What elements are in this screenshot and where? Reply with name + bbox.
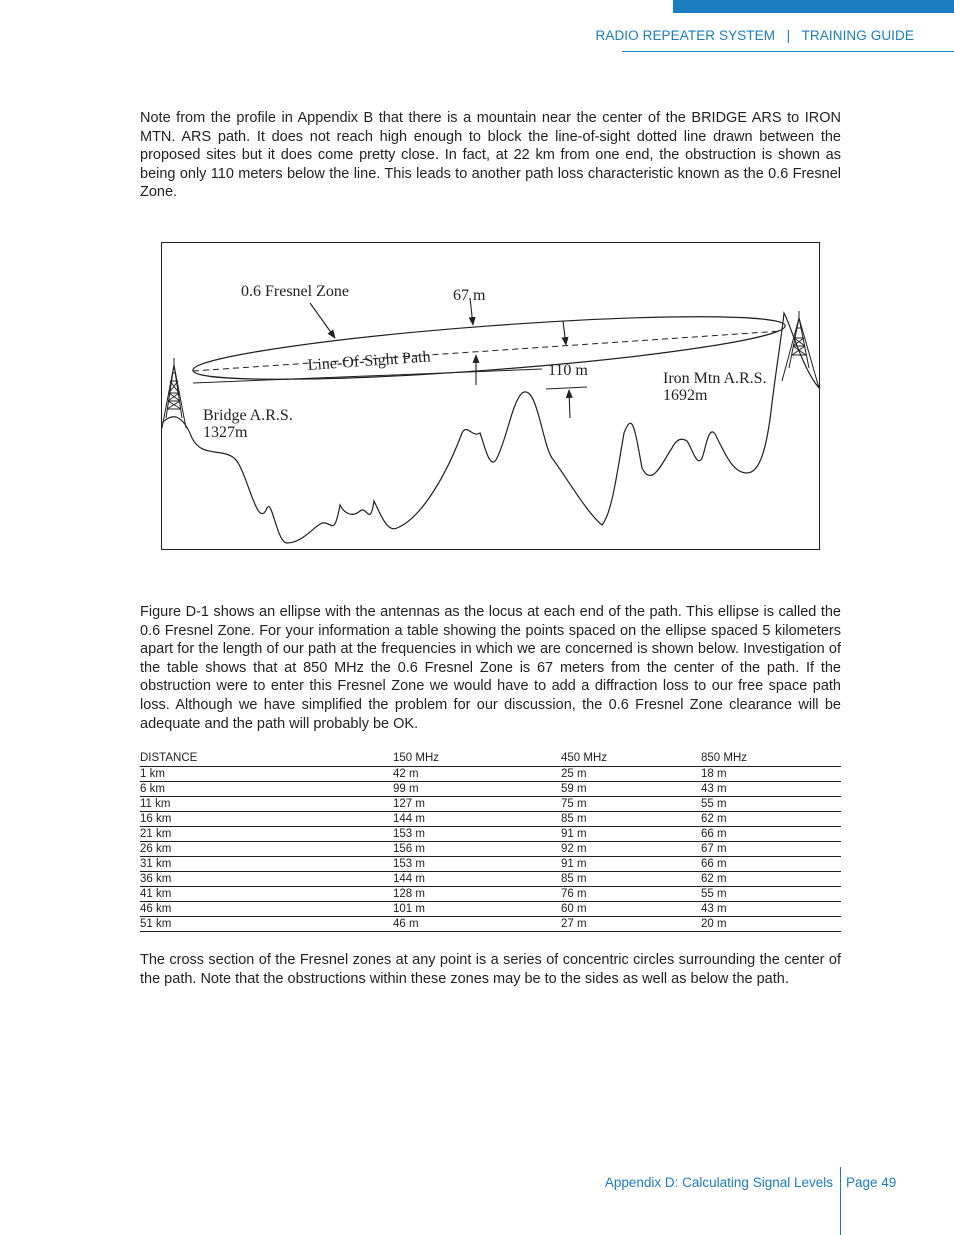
table-cell: 66 m bbox=[701, 857, 841, 872]
table-cell: 144 m bbox=[393, 812, 561, 827]
header-rule bbox=[622, 51, 954, 52]
intro-paragraph: Note from the profile in Appendix B that there is a mountain near the center of the BRIDGE ARS to IRON MTN. ARS path. It does not reach high enough to block the line-of-sight dotted line drawn between the proposed sites but it does come pretty close. In fact, at 22 km from one end, the obstruction is shown as being only 110 meters below the line. This leads to another path loss characteristic known as the 0.6 Fresnel Zone. bbox=[140, 110, 841, 201]
iron-mtn-elevation: 1692m bbox=[663, 387, 708, 404]
table-cell: 31 km bbox=[140, 857, 393, 872]
table-cell: 76 m bbox=[561, 887, 701, 902]
table-cell: 25 m bbox=[561, 767, 701, 782]
running-header: RADIO REPEATER SYSTEM | TRAINING GUIDE bbox=[595, 28, 914, 43]
tick-110 bbox=[546, 387, 587, 389]
table-cell: 66 m bbox=[701, 827, 841, 842]
table-cell: 99 m bbox=[393, 782, 561, 797]
table-cell: 55 m bbox=[701, 887, 841, 902]
table-row bbox=[140, 827, 841, 842]
fresnel-zone-diagram bbox=[162, 243, 819, 549]
table-cell: 75 m bbox=[561, 797, 701, 812]
header-accent-bar bbox=[673, 0, 954, 13]
table-cell: 18 m bbox=[701, 767, 841, 782]
col-850mhz: 850 MHz bbox=[701, 750, 841, 767]
table-row bbox=[140, 887, 841, 902]
iron-mtn-tower-icon bbox=[782, 311, 819, 388]
footer-section-title: Appendix D: Calculating Signal Levels bbox=[604, 1175, 833, 1190]
arrow-67-los bbox=[563, 321, 566, 345]
bridge-name: Bridge A.R.S. bbox=[203, 407, 293, 424]
table-cell: 85 m bbox=[561, 872, 701, 887]
table-cell: 153 m bbox=[393, 827, 561, 842]
table-cell: 20 m bbox=[701, 917, 841, 932]
clearance-67-label: 67 m bbox=[453, 287, 486, 304]
table-row bbox=[140, 782, 841, 797]
table-row bbox=[140, 902, 841, 917]
table-cell: 41 km bbox=[140, 887, 393, 902]
col-450mhz: 450 MHz bbox=[561, 750, 701, 767]
table-header-row bbox=[140, 750, 841, 767]
table-cell: 144 m bbox=[393, 872, 561, 887]
fresnel-pointer bbox=[310, 303, 335, 338]
table-row bbox=[140, 812, 841, 827]
fresnel-zone-label: 0.6 Fresnel Zone bbox=[241, 283, 349, 300]
table-row bbox=[140, 797, 841, 812]
table-cell: 91 m bbox=[561, 827, 701, 842]
table-cell: 127 m bbox=[393, 797, 561, 812]
line-of-sight bbox=[193, 331, 782, 371]
table-cell: 26 km bbox=[140, 842, 393, 857]
table-row bbox=[140, 857, 841, 872]
table-cell: 43 m bbox=[701, 782, 841, 797]
table-cell: 42 m bbox=[393, 767, 561, 782]
table-cell: 21 km bbox=[140, 827, 393, 842]
fresnel-zone-figure bbox=[161, 242, 820, 550]
table-cell: 59 m bbox=[561, 782, 701, 797]
table-cell: 1 km bbox=[140, 767, 393, 782]
table-cell: 91 m bbox=[561, 857, 701, 872]
table-cell: 36 km bbox=[140, 872, 393, 887]
table-row bbox=[140, 767, 841, 782]
clearance-110-label: 110 m bbox=[548, 362, 588, 379]
lower-guide-line bbox=[193, 369, 542, 383]
los-label: Line-Of-Sight Path bbox=[307, 348, 432, 374]
table-cell: 27 m bbox=[561, 917, 701, 932]
table-cell: 46 km bbox=[140, 902, 393, 917]
iron-mtn-name: Iron Mtn A.R.S. bbox=[663, 370, 767, 387]
table-cell: 153 m bbox=[393, 857, 561, 872]
table-cell: 46 m bbox=[393, 917, 561, 932]
arrow-110-down bbox=[569, 390, 570, 418]
footer-rule bbox=[840, 1167, 841, 1235]
table-cell: 55 m bbox=[701, 797, 841, 812]
table-cell: 92 m bbox=[561, 842, 701, 857]
table-row bbox=[140, 872, 841, 887]
table-cell: 11 km bbox=[140, 797, 393, 812]
table-cell: 6 km bbox=[140, 782, 393, 797]
table-cell: 62 m bbox=[701, 872, 841, 887]
table-cell: 62 m bbox=[701, 812, 841, 827]
table-cell: 60 m bbox=[561, 902, 701, 917]
table-row bbox=[140, 917, 841, 932]
table-cell: 101 m bbox=[393, 902, 561, 917]
bridge-elevation: 1327m bbox=[203, 424, 248, 441]
table-cell: 16 km bbox=[140, 812, 393, 827]
table-cell: 67 m bbox=[701, 842, 841, 857]
fresnel-table bbox=[140, 750, 841, 932]
table-cell: 85 m bbox=[561, 812, 701, 827]
terrain-profile bbox=[162, 313, 819, 543]
table-cell: 128 m bbox=[393, 887, 561, 902]
col-distance: DISTANCE bbox=[140, 750, 393, 767]
page-number: Page 49 bbox=[846, 1175, 897, 1190]
table-cell: 156 m bbox=[393, 842, 561, 857]
cross-section-paragraph: The cross section of the Fresnel zones at any point is a series of concentric circles surrounding the center of the path. Note that the obstructions within these zones may be to the sides as well as below the path. bbox=[140, 952, 841, 987]
col-150mhz: 150 MHz bbox=[393, 750, 561, 767]
figure-description-paragraph: Figure D-1 shows an ellipse with the antennas as the locus at each end of the path. This ellipse is called the 0.6 Fresnel Zone. For your information a table showing the points spaced on the ellipse spaced 5 kilometers apart for the length of our path at the frequencies in which we are concerned is shown below. Investigation of the table shows that at 850 MHz the 0.6 Fresnel Zone is 67 meters from the center of the path. If the obstruction were to enter this Fresnel Zone we would have to add a diffraction loss to our free space path loss. Although we have simplified the problem for our discussion, the 0.6 Fresnel Zone clearance will be adequate and the path will probably be OK. bbox=[140, 604, 841, 732]
bridge-tower-icon bbox=[162, 358, 186, 428]
table-row bbox=[140, 842, 841, 857]
table-cell: 43 m bbox=[701, 902, 841, 917]
table-cell: 51 km bbox=[140, 917, 393, 932]
